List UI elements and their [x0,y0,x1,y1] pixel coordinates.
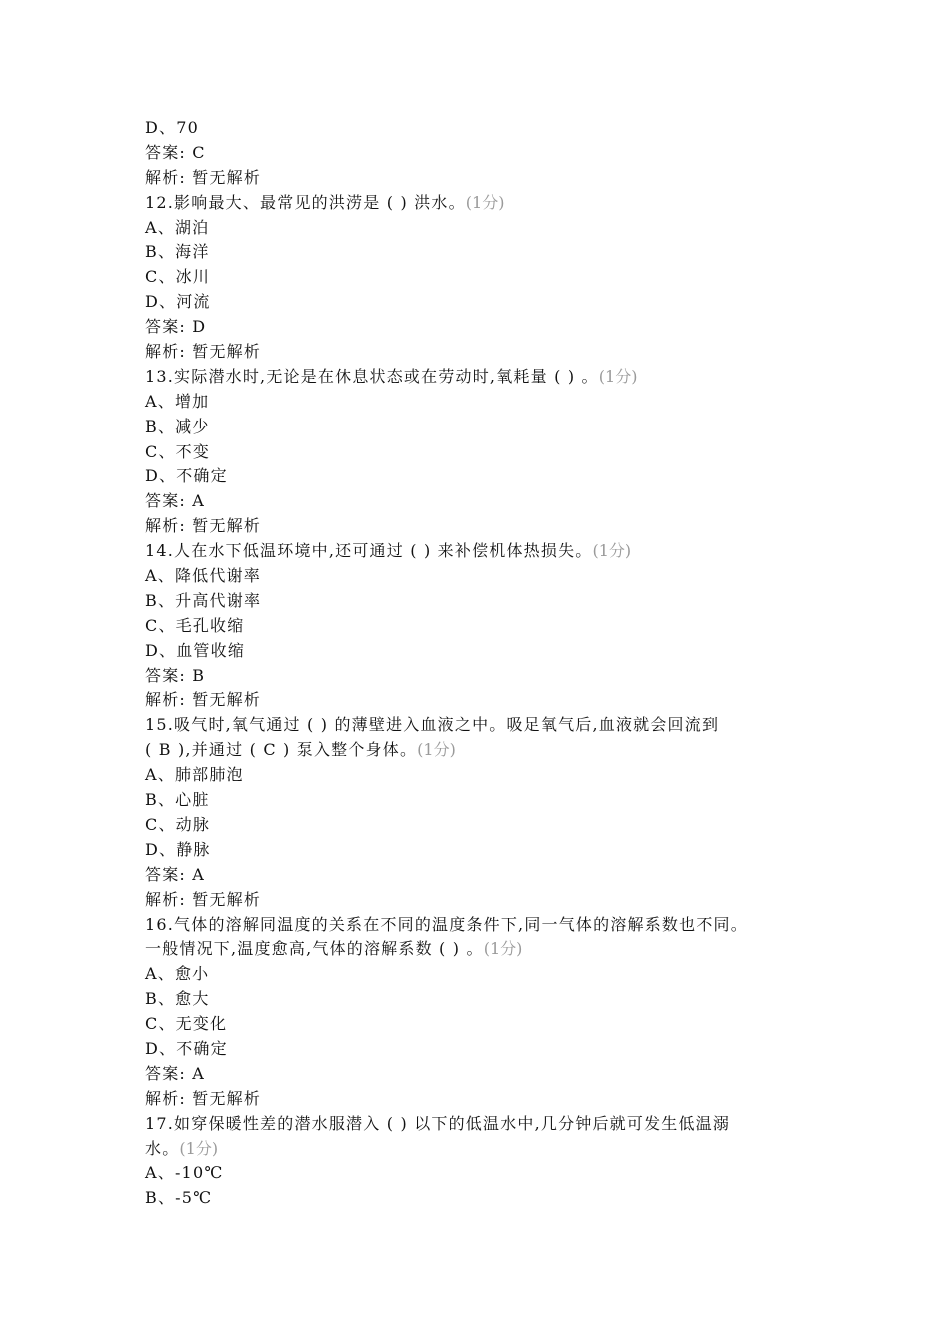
question-score: (1分) [592,541,632,561]
option-b: B、心脏 [145,790,210,810]
answer: 答案: B [145,665,206,685]
question-15-continued: ( B ),并通过 ( C ) 泵入整个身体。(1分) [145,740,456,760]
option-b: B、愈大 [145,989,210,1009]
option-d: D、静脉 [145,839,211,859]
option-c: C、动脉 [145,814,211,834]
question-17: 17.如穿保暖性差的潜水服潜入 ( ) 以下的低温水中,几分钟后就可发生低温溺 [145,1113,731,1133]
option-d: D、不确定 [145,466,228,486]
question-15: 15.吸气时,氧气通过 ( ) 的薄壁进入血液之中。吸足氧气后,血液就会回流到 [145,715,720,735]
analysis: 解析: 暂无解析 [145,516,262,536]
answer: 答案: A [145,1063,206,1083]
option-a: A、-10℃ [145,1163,224,1183]
option-b: B、减少 [145,416,210,436]
question-score: (1分) [179,1138,219,1158]
analysis: 解析: 暂无解析 [145,889,262,909]
question-score: (1分) [483,939,523,959]
option-d: D、不确定 [145,1038,228,1058]
answer: 答案: A [145,491,206,511]
analysis: 解析: 暂无解析 [145,167,262,187]
question-score: (1分) [465,192,505,212]
option-d: D、血管收缩 [145,640,246,660]
option-a: A、肺部肺泡 [145,765,244,785]
option-a: A、愈小 [145,964,210,984]
answer: 答案: A [145,864,206,884]
option-d: D、70 [145,118,199,137]
answer: 答案: C [145,142,206,162]
option-c: C、冰川 [145,267,211,287]
question-score: (1分) [417,740,456,760]
answer: 答案: D [145,317,207,337]
option-b: B、-5℃ [145,1188,213,1208]
document-page [145,116,825,1211]
option-a: A、湖泊 [145,217,210,237]
option-b: B、升高代谢率 [145,590,262,610]
analysis: 解析: 暂无解析 [145,1088,262,1108]
analysis: 解析: 暂无解析 [145,690,262,710]
option-a: A、增加 [145,391,210,411]
option-a: A、降低代谢率 [145,566,261,586]
analysis: 解析: 暂无解析 [145,342,262,362]
question-14: 14.人在水下低温环境中,还可通过 ( ) 来补偿机体热损失。(1分) [145,541,632,561]
question-score: (1分) [598,366,638,386]
option-b: B、海洋 [145,242,210,262]
option-d: D、河流 [145,292,211,312]
option-c: C、不变 [145,441,211,461]
question-17-continued: 水。(1分) [145,1138,219,1158]
question-16-continued: 一般情况下,温度愈高,气体的溶解系数 ( ) 。(1分) [145,939,523,959]
question-16: 16.气体的溶解同温度的关系在不同的温度条件下,同一气体的溶解系数也不同。 [145,914,748,934]
question-13: 13.实际潜水时,无论是在休息状态或在劳动时,氧耗量 ( ) 。(1分) [145,366,638,386]
question-12: 12.影响最大、最常见的洪涝是 ( ) 洪水。(1分) [145,192,505,212]
option-c: C、无变化 [145,1014,228,1034]
option-c: C、毛孔收缩 [145,615,245,635]
